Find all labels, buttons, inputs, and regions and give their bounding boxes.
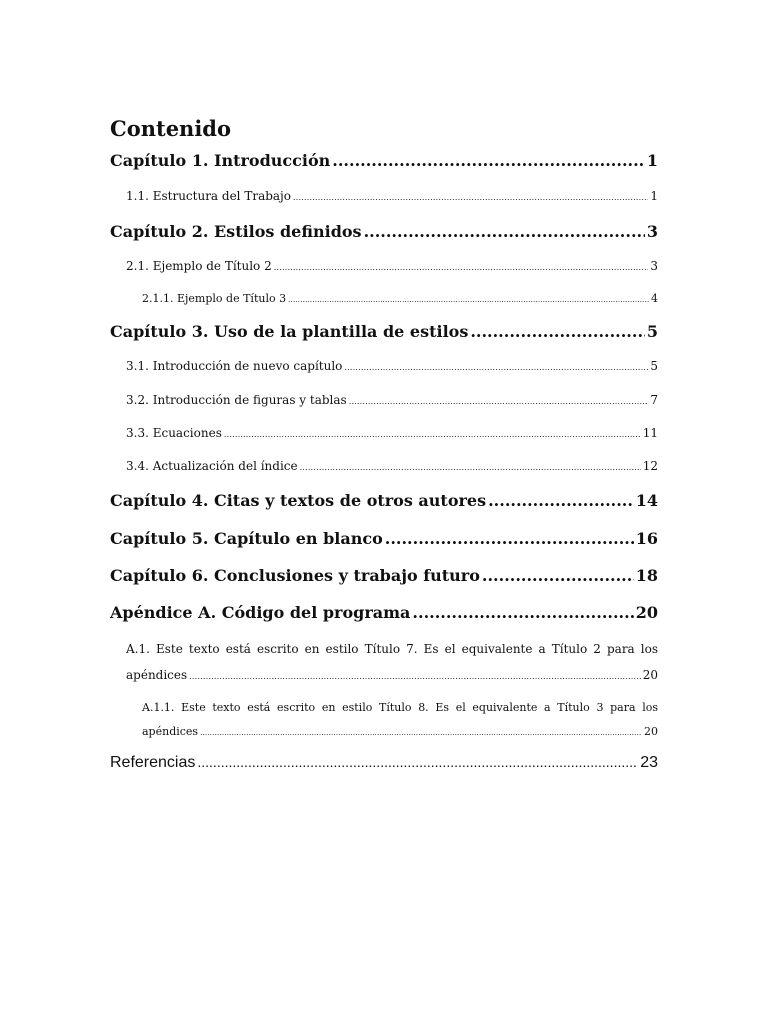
- toc-entry-text: 2.1. Ejemplo de Título 2: [126, 259, 272, 273]
- toc-page-number: 20: [644, 725, 658, 738]
- toc-page-number: 7: [650, 393, 658, 407]
- toc-page-number: 20: [642, 668, 658, 682]
- toc-entry-text: A.1.1. Este texto está escrito en estilo Título 8. Es el equivalente a Título 3 para los: [142, 701, 658, 714]
- toc-entry-section-3-3[interactable]: [126, 426, 658, 440]
- toc-entry-text: 1.1. Estructura del Trabajo: [126, 189, 292, 203]
- dot-leader: [332, 151, 645, 170]
- toc-entry-text: 3.1. Introducción de nuevo capítulo: [126, 359, 343, 373]
- toc-entry-text: 2.1.1. Ejemplo de Título 3: [142, 292, 287, 305]
- toc-page-number: 4: [651, 292, 658, 305]
- toc-entry-text: Capítulo 4. Citas y textos de otros autores: [110, 491, 487, 510]
- dot-leader: [288, 296, 649, 304]
- toc-entry-text: 3.3. Ecuaciones: [126, 426, 222, 440]
- toc-entry-appendix-a-1[interactable]: [126, 636, 658, 690]
- dot-leader: [293, 193, 648, 202]
- dot-leader: [197, 754, 638, 770]
- toc-entry-text: Capítulo 6. Conclusiones y trabajo futuro: [110, 566, 480, 585]
- toc-page-number: 18: [635, 566, 658, 585]
- toc-entry-continuation: [142, 720, 658, 745]
- toc-entry-text: Capítulo 1. Introducción: [110, 151, 331, 170]
- dot-leader: [482, 566, 634, 585]
- dot-leader: [344, 363, 648, 372]
- toc-entry-section-3-4[interactable]: [126, 459, 658, 473]
- toc-entry-section-3-1[interactable]: [126, 359, 658, 373]
- toc-entry-text: Capítulo 3. Uso de la plantilla de estilos: [110, 322, 469, 341]
- toc-entry-chapter-6[interactable]: [110, 566, 658, 585]
- toc-page-number: 20: [635, 603, 658, 622]
- toc-page-number: 3: [646, 222, 658, 241]
- dot-leader: [412, 603, 633, 622]
- toc-entry-text: Referencias: [110, 754, 196, 771]
- toc-entry-chapter-3[interactable]: [110, 322, 658, 341]
- dot-leader: [385, 529, 634, 548]
- toc-entry-text: 3.4. Actualización del índice: [126, 459, 298, 473]
- toc-page-number: 1: [646, 151, 658, 170]
- dot-leader: [488, 491, 634, 510]
- toc-page-number: 11: [642, 426, 658, 440]
- dot-leader: [224, 430, 641, 439]
- toc-entry-appendix-a[interactable]: [110, 603, 658, 622]
- toc-page-number: 3: [650, 259, 658, 273]
- toc-entry-continuation: [126, 662, 658, 690]
- toc-page-number: 14: [635, 491, 658, 510]
- toc-page-number: 23: [640, 754, 658, 771]
- dot-leader: [364, 222, 645, 241]
- toc-title: Contenido: [110, 116, 231, 141]
- dot-leader: [274, 263, 649, 272]
- toc-entry-section-2-1[interactable]: [126, 259, 658, 273]
- toc-entry-chapter-5[interactable]: [110, 529, 658, 548]
- toc-page-number: 1: [650, 189, 658, 203]
- toc-page-number: 16: [635, 529, 658, 548]
- toc-entry-section-2-1-1[interactable]: [142, 292, 658, 305]
- toc-entry-section-3-2[interactable]: [126, 393, 658, 407]
- toc-page-number: 12: [642, 459, 658, 473]
- toc-entry-text: Apéndice A. Código del programa: [110, 603, 411, 622]
- toc-entry-chapter-4[interactable]: [110, 491, 658, 510]
- toc-entry-text: Capítulo 5. Capítulo en blanco: [110, 529, 383, 548]
- toc-entry-text-continued: apéndices: [126, 668, 188, 682]
- toc-entry-text: Capítulo 2. Estilos definidos: [110, 222, 362, 241]
- toc-entry-chapter-2[interactable]: [110, 222, 658, 241]
- toc-page-number: 5: [646, 322, 658, 341]
- toc-entry-text-continued: apéndices: [142, 725, 199, 738]
- toc-entry-text: 3.2. Introducción de figuras y tablas: [126, 393, 347, 407]
- toc-entry-chapter-1[interactable]: [110, 151, 658, 170]
- toc-page-number: 5: [650, 359, 658, 373]
- dot-leader: [470, 322, 645, 341]
- dot-leader: [300, 463, 641, 472]
- toc-entry-appendix-a-1-1[interactable]: [142, 696, 658, 745]
- dot-leader: [349, 397, 649, 406]
- toc-entry-references[interactable]: [110, 754, 658, 772]
- toc-entry-section-1-1[interactable]: [126, 189, 658, 203]
- toc-entry-text: A.1. Este texto está escrito en estilo Título 7. Es el equivalente a Título 2 para los: [126, 642, 658, 656]
- dot-leader: [200, 721, 642, 745]
- dot-leader: [189, 664, 641, 690]
